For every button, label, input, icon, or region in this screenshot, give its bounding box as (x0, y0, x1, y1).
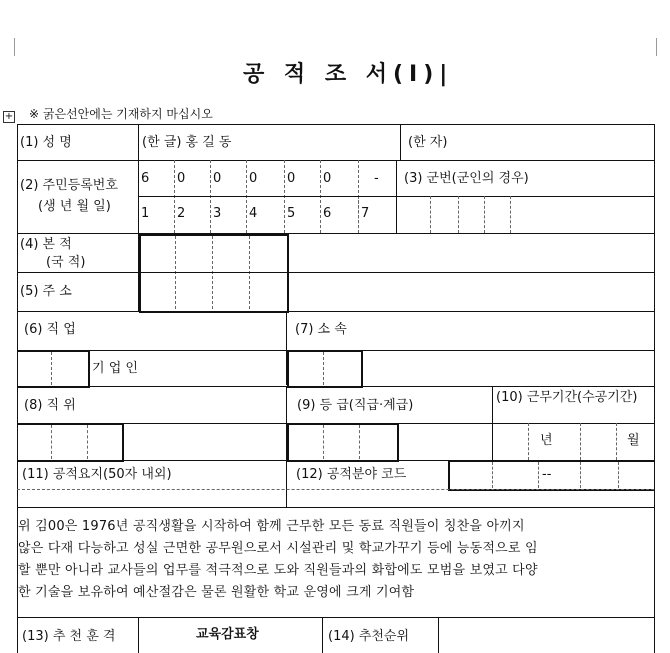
row-border (17, 160, 654, 161)
rrn-digit: 4 (249, 206, 258, 221)
label-award: (13) 추 천 훈 격 (22, 629, 116, 644)
row-border (17, 311, 654, 312)
label-service-period (496, 389, 656, 406)
row-border (17, 507, 654, 508)
rrn-digit: 2 (177, 206, 186, 221)
code-cell-divider (618, 462, 619, 488)
service-cell-divider (580, 423, 581, 460)
row-divider (17, 489, 654, 490)
name-hangul: (한 글) 홍 길 동 (142, 135, 232, 150)
col-border (322, 617, 323, 653)
code-cell-divider (538, 462, 539, 488)
label-position: (8) 직 위 (24, 398, 76, 413)
row-border (17, 386, 654, 387)
code-cell-divider (359, 425, 360, 459)
grade-code-box[interactable] (287, 423, 399, 462)
row-border (138, 196, 654, 197)
rrn-digit: 0 (177, 171, 186, 186)
page-corner-mark-left (12, 38, 15, 56)
code-cell-divider (323, 425, 324, 459)
label-month: 월 (627, 433, 640, 448)
col-border (438, 617, 439, 653)
affiliation-code-box[interactable] (287, 350, 363, 388)
service-cell-divider (616, 423, 617, 460)
table-move-handle-icon[interactable]: + (4, 111, 14, 122)
name-hanja-label: (한 자) (408, 135, 448, 150)
body-line: 위 김00은 1976년 공직생활을 시작하여 함께 근무한 모든 동료 직원들이 칭찬을 아끼지 (18, 519, 525, 534)
label-honjeok: (4) 본 적 (20, 237, 72, 252)
label-name: (1) 성 명 (20, 135, 72, 150)
rrn-digit: 0 (323, 171, 332, 186)
label-summary: (11) 공적요지(50자 내외) (22, 467, 172, 482)
row-border (17, 124, 654, 125)
military-cell-divider (458, 196, 459, 233)
position-code-box[interactable] (17, 423, 124, 462)
code-cell-divider (87, 425, 88, 459)
code-cell-divider (323, 352, 324, 385)
code-cell-divider (492, 462, 493, 488)
col-border (400, 124, 401, 160)
notice-text: ※ 굵은선안에는 기재하지 마십시오 (29, 107, 213, 121)
document-title: 공 적 조 서(Ⅰ)| (243, 62, 454, 87)
row-border (492, 423, 654, 424)
field-code-dash: -- (542, 467, 552, 482)
rrn-digit: 7 (361, 206, 370, 221)
label-service-period-text: (10) 근무기간(수공기간) (496, 390, 638, 405)
rrn-digit: 6 (323, 206, 332, 221)
military-cell-divider (430, 196, 431, 233)
military-cell-divider (484, 196, 485, 233)
award-value: 교육감표창 (196, 627, 259, 642)
row-border (17, 233, 654, 234)
rrn-digit: - (374, 171, 379, 186)
label-job: (6) 직 업 (24, 322, 76, 337)
rrn-digit: 6 (141, 171, 150, 186)
label-rank: (14) 추천순위 (328, 629, 410, 644)
code-cell-divider (51, 352, 52, 385)
col-border (138, 124, 139, 160)
military-cell-divider (510, 196, 511, 233)
body-line: 할 뿐만 아니라 교사들의 업무를 적극적으로 도와 직원들과의 화합에도 모범을 보였고 다양 (18, 563, 538, 578)
row-border (17, 617, 654, 618)
rrn-digit: 0 (287, 171, 296, 186)
label-address: (5) 주 소 (20, 284, 72, 299)
col-border (138, 617, 139, 653)
rrn-digit: 3 (213, 206, 222, 221)
body-line: 않은 다재 다능하고 성실 근면한 공무원으로서 시설관리 및 학교가꾸기 등에 능동적으로 임 (18, 541, 538, 556)
label-field-code: (12) 공적분야 코드 (296, 467, 407, 482)
region-code-box[interactable] (139, 234, 289, 313)
label-military: (3) 군번(군인의 경우) (404, 171, 529, 186)
label-nationality: (국 적) (46, 255, 86, 270)
code-cell-divider (51, 425, 52, 459)
label-year: 년 (540, 433, 553, 448)
rrn-digit: 0 (249, 171, 258, 186)
job-value: 기 업 인 (92, 361, 138, 376)
row-border (17, 272, 654, 273)
label-grade: (9) 등 급(직급·계급) (297, 398, 414, 413)
service-cell-divider (528, 423, 529, 460)
rrn-cell-divider (358, 196, 359, 233)
field-code-box[interactable] (448, 460, 655, 491)
rrn-digit: 0 (213, 171, 222, 186)
label-rrn: (2) 주민등록번호 (20, 178, 118, 193)
code-cell-divider (580, 462, 581, 488)
label-affiliation: (7) 소 속 (295, 322, 347, 337)
rrn-digit: 5 (287, 206, 296, 221)
body-line: 한 기술을 보유하여 예산절감은 물론 원활한 학교 운영에 크게 기여함 (18, 585, 415, 600)
job-code-box[interactable] (17, 350, 90, 388)
label-birth: (생 년 월 일) (38, 199, 111, 214)
col-border (286, 460, 287, 507)
page-corner-mark-right (656, 38, 659, 56)
rrn-digit: 1 (141, 206, 150, 221)
